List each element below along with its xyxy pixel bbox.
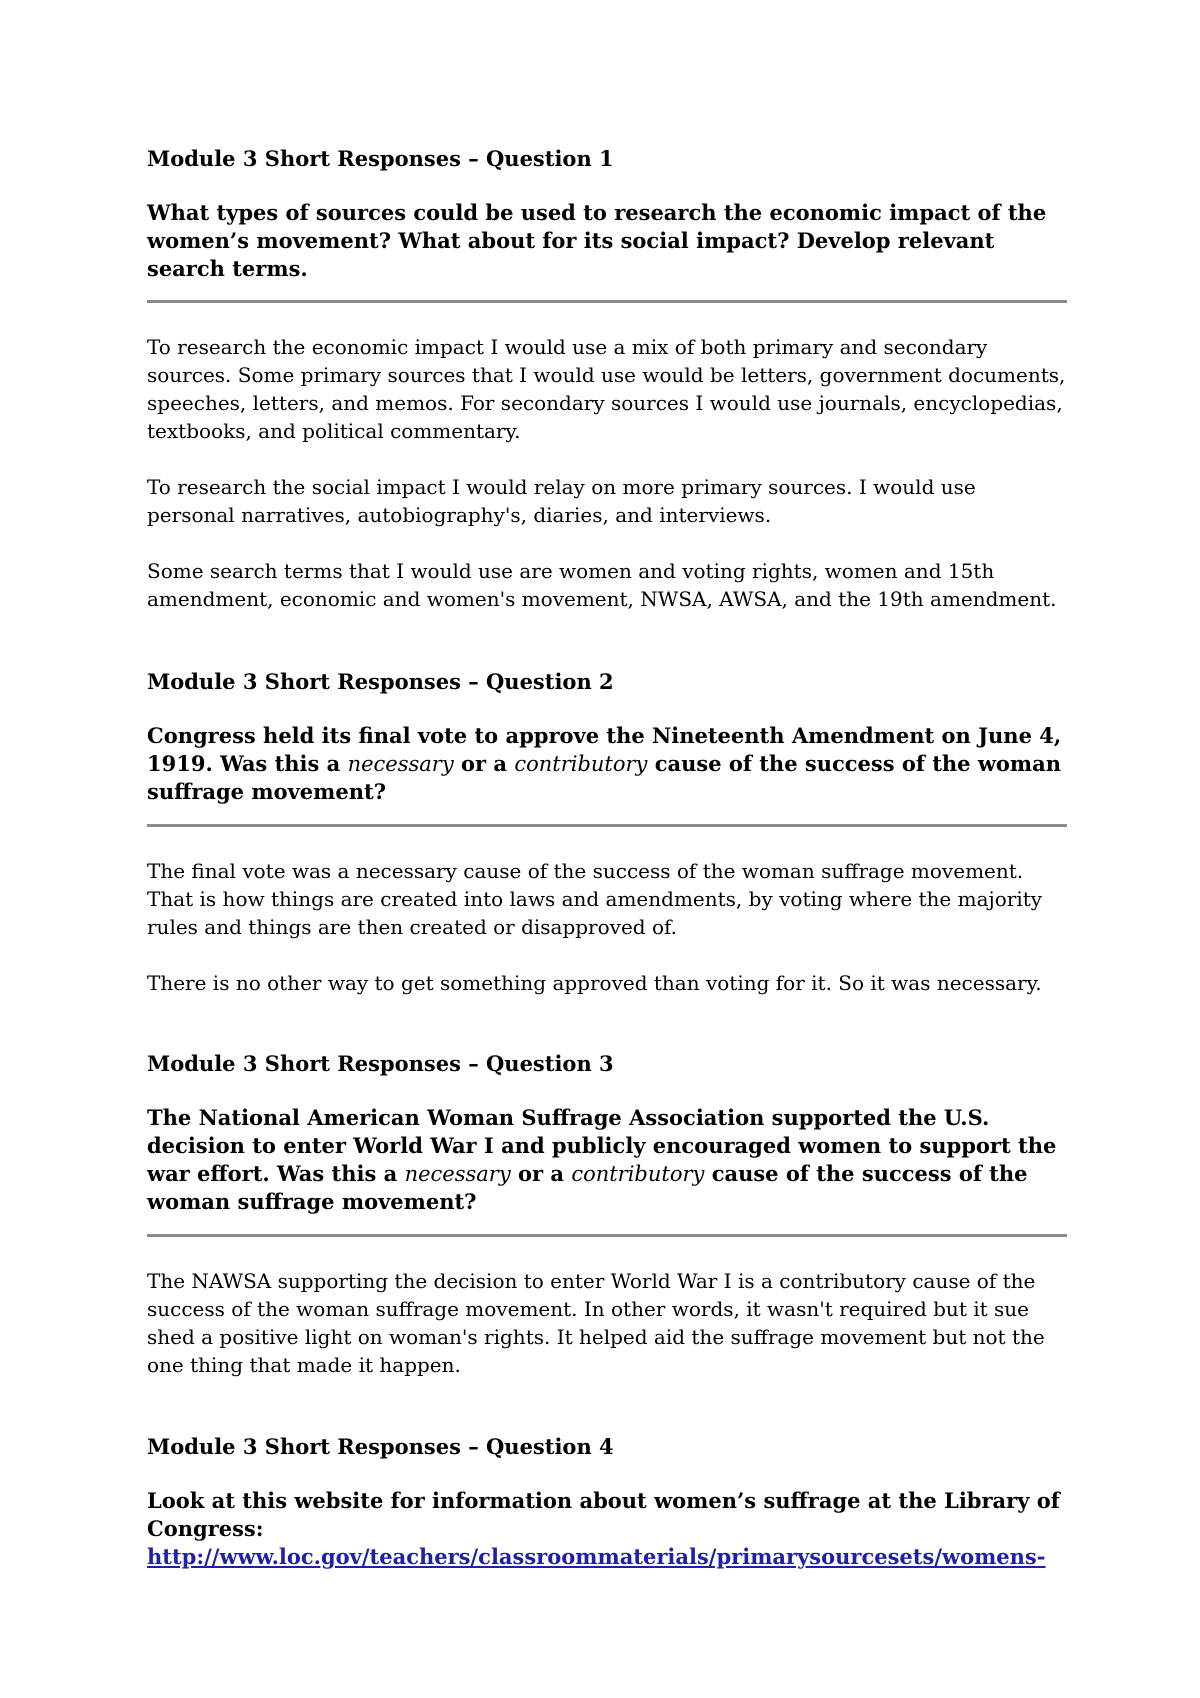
question-1-prompt: [147, 199, 1067, 283]
question-2-prompt-text: or a: [453, 751, 515, 776]
question-2-answer-paragraph: The final vote was a necessary cause of the success of the woman suffrage movement. That is how things are created into laws and amendments, by voting where the majority rules and things are then created or disapproved of.: [147, 859, 1043, 939]
question-3-prompt-italic: necessary: [404, 1162, 511, 1186]
question-3-prompt-text: cause of the success of the woman suffrage movement?: [147, 1161, 1028, 1214]
question-3-prompt-text: The National American Woman Suffrage Association supported the U.S. decision to enter World War I and publicly encouraged women to support the war effort. Was this a: [147, 1105, 1057, 1186]
question-2-prompt-text: Congress held its final vote to approve the Nineteenth Amendment on June 4, 1919. Was this a: [147, 723, 1062, 776]
question-2-block: [147, 668, 1067, 806]
question-1-divider: [147, 300, 1067, 303]
question-2-answer-paragraph: There is no other way to get something approved than voting for it. So it was necessary.: [147, 971, 1042, 995]
question-3-answer: [147, 1267, 1067, 1379]
question-1-answer: [147, 333, 1067, 613]
question-4-block: [147, 1433, 1067, 1571]
question-2-prompt: [147, 722, 1067, 806]
question-2-divider: [147, 824, 1067, 827]
question-3-heading: Module 3 Short Responses – Question 3: [147, 1051, 614, 1076]
question-1-block: [147, 145, 1067, 283]
question-1-answer-paragraph: To research the economic impact I would use a mix of both primary and secondary sources. Some primary sources that I would use would be letters, government documents, speeches, letters, and memos. For secondary sources I would use journals, encyclopedias, textbooks, and political commentary.: [147, 335, 1066, 443]
question-1-prompt-text: What types of sources could be used to research the economic impact of the women’s movement? What about for its social impact? Develop relevant search terms.: [147, 200, 1047, 281]
question-2-answer: [147, 857, 1067, 997]
question-2-prompt-text: cause of the success of the woman suffrage movement?: [147, 751, 1062, 804]
question-3-block: [147, 1050, 1067, 1216]
question-3-answer-paragraph: The NAWSA supporting the decision to enter World War I is a contributory cause of the success of the woman suffrage movement. In other words, it wasn't required but it sue shed a positive light on woman's rights. It helped aid the suffrage movement but not the one thing that made it happen.: [147, 1269, 1045, 1377]
loc-website-link[interactable]: http://www.loc.gov/teachers/classroommaterials/primarysourcesets/womens-: [147, 1544, 1046, 1569]
question-4-heading: Module 3 Short Responses – Question 4: [147, 1434, 614, 1459]
question-1-heading: Module 3 Short Responses – Question 1: [147, 146, 614, 171]
question-3-prompt: [147, 1104, 1067, 1216]
question-4-prompt: [147, 1487, 1067, 1571]
question-2-prompt-italic: contributory: [514, 752, 648, 776]
question-1-answer-paragraph: Some search terms that I would use are women and voting rights, women and 15th amendment, economic and women's movement, NWSA, AWSA, and the 19th amendment.: [147, 559, 1057, 611]
question-2-heading: Module 3 Short Responses – Question 2: [147, 669, 614, 694]
question-1-answer-paragraph: To research the social impact I would relay on more primary sources. I would use personal narratives, autobiography's, diaries, and interviews.: [147, 475, 976, 527]
question-3-divider: [147, 1234, 1067, 1237]
question-3-prompt-text: or a: [510, 1161, 572, 1186]
question-2-prompt-italic: necessary: [347, 752, 454, 776]
question-3-prompt-italic: contributory: [571, 1162, 705, 1186]
question-4-prompt-text: Look at this website for information about women’s suffrage at the Library of Congress:: [147, 1488, 1060, 1541]
